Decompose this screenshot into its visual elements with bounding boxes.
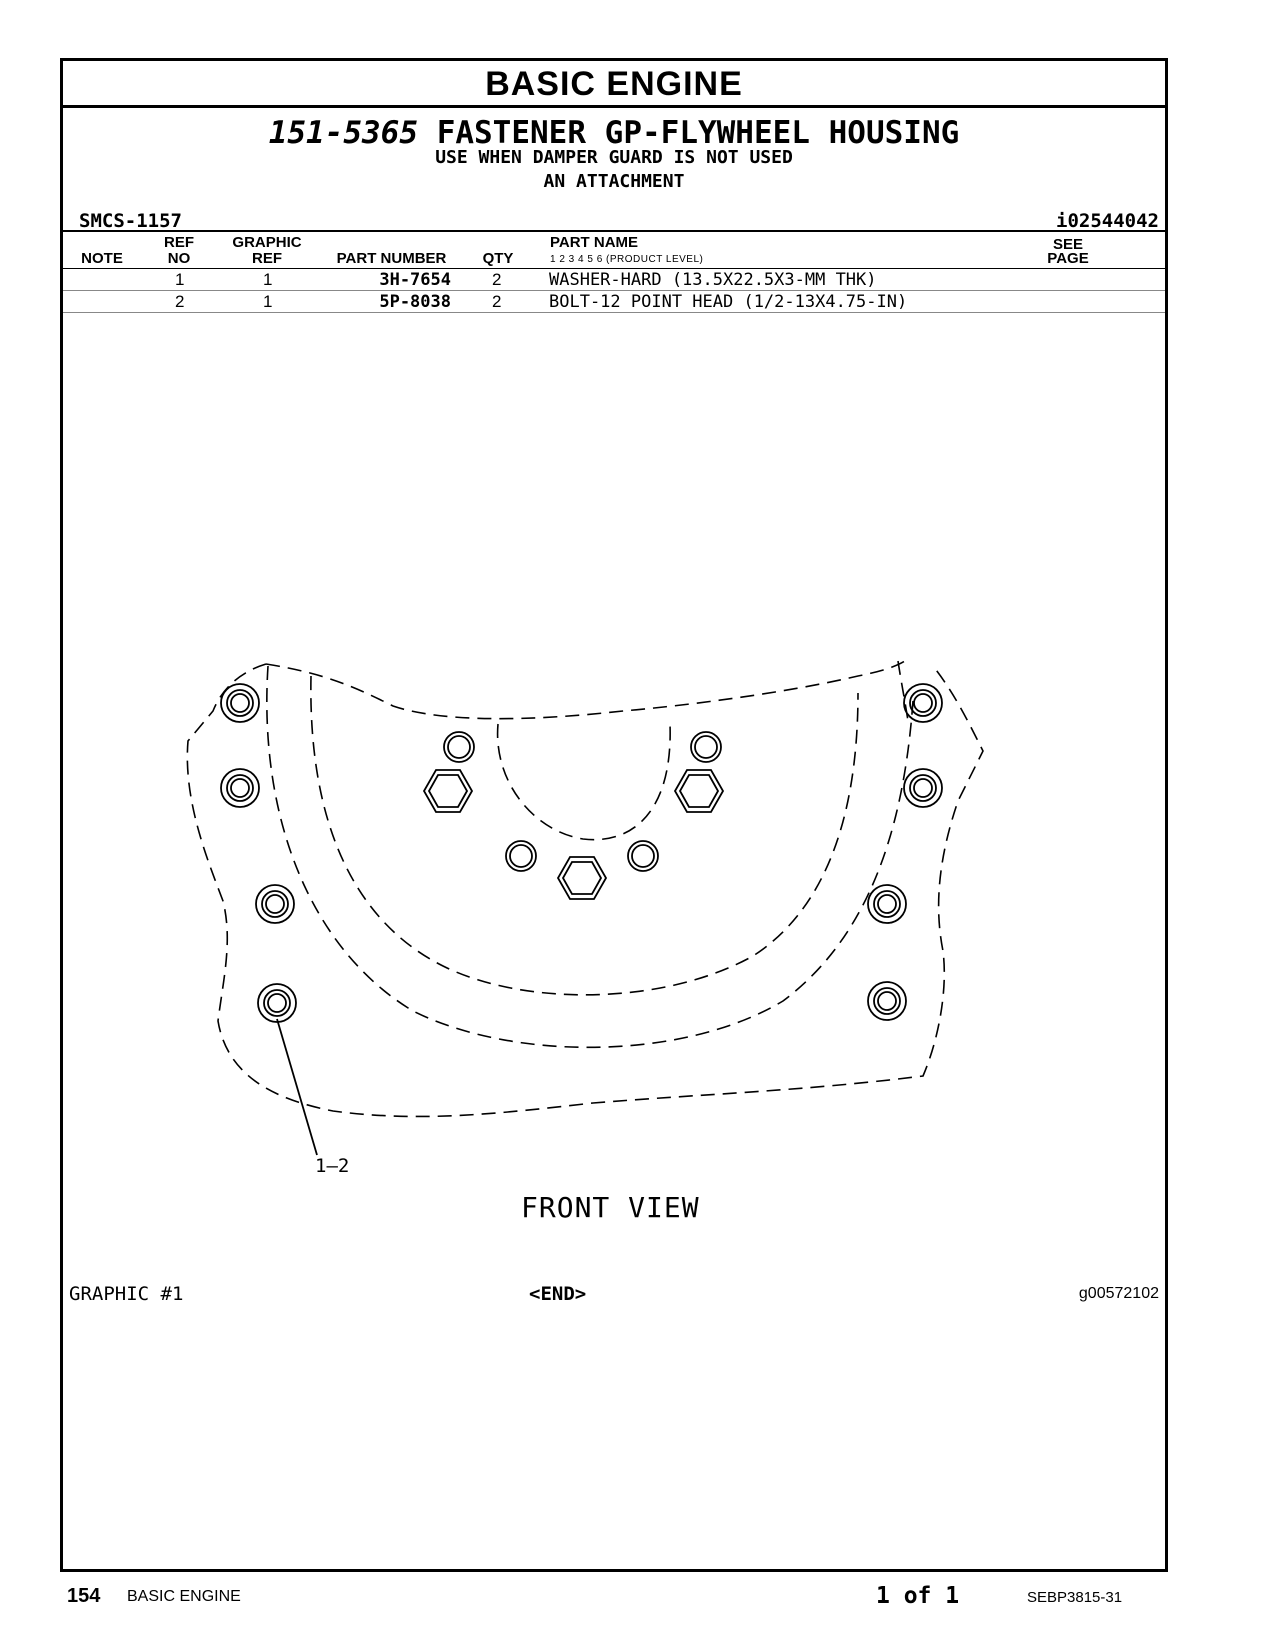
col-qty: QTY bbox=[482, 250, 514, 267]
group-part-number: 151-5365 bbox=[268, 115, 419, 151]
group-note: AN ATTACHMENT bbox=[543, 171, 685, 192]
col-ref-no: REF bbox=[164, 234, 194, 251]
document-id: SEBP3815-31 bbox=[1027, 1589, 1123, 1606]
hole-icon bbox=[691, 732, 721, 762]
hole-icon bbox=[628, 841, 658, 871]
page-frame bbox=[60, 58, 1168, 1572]
part-number: 3H-7654 bbox=[379, 270, 451, 290]
product-levels: 1 2 3 4 5 6 (PRODUCT LEVEL) bbox=[550, 254, 704, 265]
group-note: USE WHEN DAMPER GUARD IS NOT USED bbox=[435, 147, 793, 168]
hex-nut-icon bbox=[424, 770, 472, 812]
view-label: FRONT VIEW bbox=[521, 1191, 700, 1224]
flywheel-housing-drawing bbox=[63, 61, 1165, 1569]
qty: 2 bbox=[492, 292, 502, 311]
col-note: NOTE bbox=[81, 250, 123, 267]
end-marker: <END> bbox=[529, 1283, 587, 1305]
col-graphic-ref: GRAPHIC bbox=[232, 234, 302, 251]
qty: 2 bbox=[492, 270, 502, 289]
graphic-ref: 1 bbox=[263, 292, 273, 311]
hex-nut-icon bbox=[558, 857, 606, 899]
graphic-label: GRAPHIC #1 bbox=[69, 1283, 184, 1305]
col-see-page: PAGE bbox=[1047, 250, 1089, 267]
bolt-icon bbox=[221, 684, 259, 722]
col-part-name: PART NAME bbox=[550, 234, 639, 251]
page-count: 1 of 1 bbox=[876, 1583, 960, 1609]
col-part-number: PART NUMBER bbox=[336, 250, 447, 267]
graphic-ref: 1 bbox=[263, 270, 273, 289]
footer-section: BASIC ENGINE bbox=[127, 1588, 241, 1605]
hex-nut-icon bbox=[675, 770, 723, 812]
ref-no: 1 bbox=[175, 270, 185, 289]
col-see-page: SEE bbox=[1052, 236, 1083, 253]
callout-leader bbox=[277, 1019, 317, 1155]
bolt-icon bbox=[868, 885, 906, 923]
ref-no: 2 bbox=[175, 292, 185, 311]
hole-icon bbox=[506, 841, 536, 871]
group-name: FASTENER GP-FLYWHEEL HOUSING bbox=[436, 115, 960, 151]
part-number: 5P-8038 bbox=[379, 292, 451, 312]
part-name: BOLT-12 POINT HEAD (1/2-13X4.75-IN) bbox=[549, 292, 908, 312]
smcs-code: SMCS-1157 bbox=[79, 210, 182, 232]
bolt-icon bbox=[258, 984, 296, 1022]
hole-icon bbox=[444, 732, 474, 762]
info-id: i02544042 bbox=[1056, 210, 1159, 232]
callout-label: 1–2 bbox=[315, 1155, 350, 1177]
bolt-icon bbox=[256, 885, 294, 923]
bolt-icon bbox=[904, 684, 942, 722]
page-number: 154 bbox=[67, 1585, 101, 1607]
graphic-id: g00572102 bbox=[1078, 1285, 1159, 1302]
part-name: WASHER-HARD (13.5X22.5X3-MM THK) bbox=[549, 270, 877, 290]
col-ref-no: NO bbox=[167, 250, 191, 267]
bolt-icon bbox=[221, 769, 259, 807]
bolt-icon bbox=[868, 982, 906, 1020]
col-graphic-ref: REF bbox=[252, 250, 282, 267]
bolt-icon bbox=[904, 769, 942, 807]
section-title: BASIC ENGINE bbox=[63, 61, 1165, 108]
